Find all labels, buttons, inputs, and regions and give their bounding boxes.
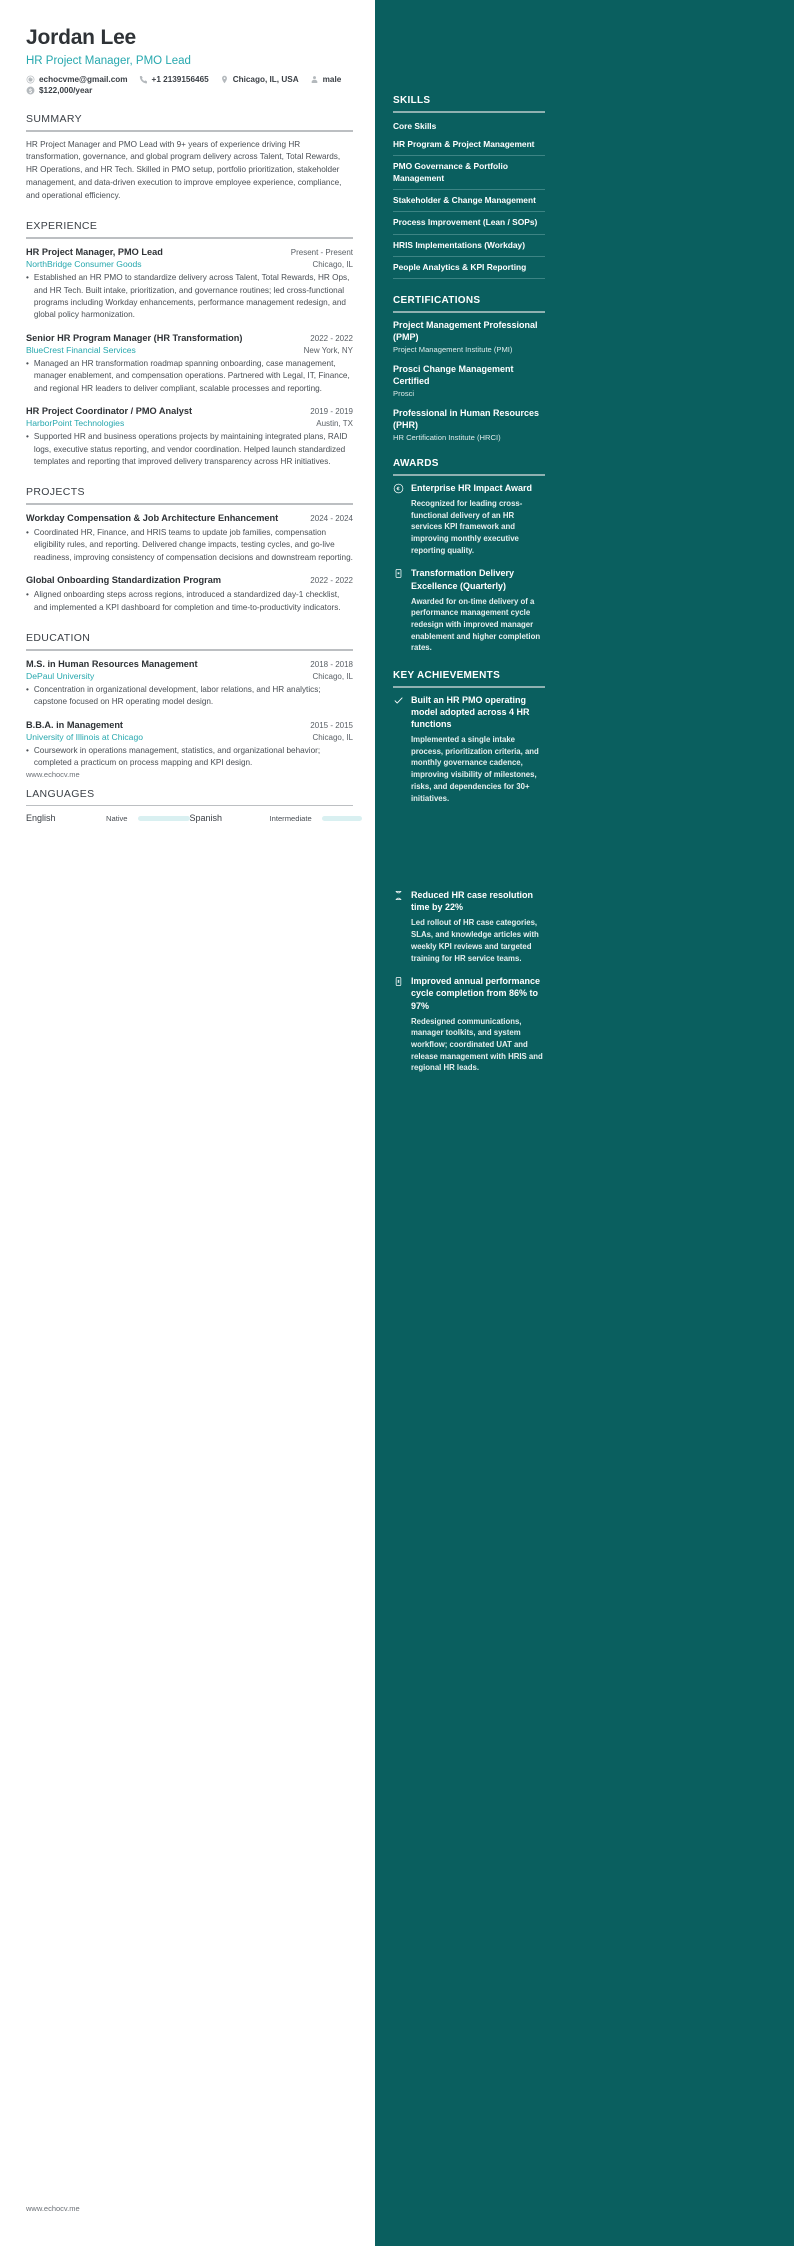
skill-item: Stakeholder & Change Management bbox=[393, 190, 545, 212]
section-summary bbox=[26, 113, 353, 202]
contact-salary[interactable] bbox=[26, 86, 92, 95]
project-entry bbox=[26, 574, 353, 614]
entry-title: Senior HR Program Manager (HR Transformation) bbox=[26, 332, 243, 343]
contact-location[interactable] bbox=[220, 75, 299, 84]
certification-name: Professional in Human Resources (PHR) bbox=[393, 408, 540, 431]
achievement-description: Redesigned communications, manager toolkits, and system workflow; coordinated UAT and release management with HRIS and regional HR leads. bbox=[411, 1016, 543, 1073]
skills-title: SKILLS bbox=[393, 95, 431, 106]
sidebar-section-skills bbox=[393, 95, 545, 279]
award-title: Enterprise HR Impact Award bbox=[411, 482, 533, 493]
entry-dates: Present - Present bbox=[290, 247, 353, 257]
language-item bbox=[190, 813, 354, 823]
entry-organization[interactable]: HarborPoint Technologies bbox=[26, 418, 125, 429]
certifications-divider bbox=[393, 311, 545, 313]
person-icon bbox=[310, 75, 319, 84]
award-item bbox=[393, 482, 545, 557]
summary-divider bbox=[26, 130, 353, 132]
entry-title: M.S. in Human Resources Management bbox=[26, 658, 198, 669]
clock-icon bbox=[393, 890, 404, 901]
entry-location: Chicago, IL bbox=[312, 732, 353, 742]
summary-title: SUMMARY bbox=[26, 113, 82, 125]
language-name: Spanish bbox=[189, 813, 223, 824]
certification-name: Project Management Professional (PMP) bbox=[393, 319, 538, 342]
skills-divider bbox=[393, 111, 545, 113]
salary-icon bbox=[26, 86, 35, 95]
sidebar-section-achievements bbox=[393, 670, 545, 1074]
contact-salary-value: $122,000/year bbox=[39, 86, 93, 95]
education-divider bbox=[26, 649, 353, 651]
certification-name: Prosci Change Management Certified bbox=[393, 363, 514, 386]
entry-bullet bbox=[26, 527, 353, 564]
header bbox=[26, 26, 353, 95]
achievement-title: Improved annual performance cycle completion from 86% to 97% bbox=[411, 976, 541, 1011]
section-education bbox=[26, 632, 353, 770]
entry-dates: 2015 - 2015 bbox=[310, 720, 353, 730]
achievement-description: Led rollout of HR case categories, SLAs, and knowledge articles with weekly KPI reviews and targeted training for HR service teams. bbox=[411, 918, 539, 963]
achievement-item bbox=[393, 694, 545, 805]
bullet-dot: • bbox=[26, 528, 29, 538]
education-entry bbox=[26, 658, 353, 709]
email-icon bbox=[26, 75, 35, 84]
awards-title: AWARDS bbox=[393, 458, 439, 470]
language-level: Native bbox=[106, 813, 128, 823]
skills-group-label: Core Skills bbox=[393, 120, 437, 131]
contact-location-value: Chicago, IL, USA bbox=[232, 75, 299, 84]
entry-title: HR Project Manager, PMO Lead bbox=[26, 246, 163, 257]
entry-dates: 2019 - 2019 bbox=[310, 406, 353, 416]
entry-title: Workday Compensation & Job Architecture Enhancement bbox=[26, 512, 279, 523]
achievements-divider bbox=[393, 686, 545, 688]
entry-location: Austin, TX bbox=[316, 419, 353, 429]
entry-dates: 2022 - 2022 bbox=[310, 333, 353, 343]
contact-row-2 bbox=[26, 86, 353, 95]
entry-dates: 2018 - 2018 bbox=[310, 659, 353, 669]
language-level: Intermediate bbox=[269, 813, 312, 823]
contact-phone-value: +1 2139156465 bbox=[151, 75, 209, 84]
chart-icon bbox=[393, 976, 404, 987]
entry-dates: 2024 - 2024 bbox=[310, 513, 353, 523]
entry-bullet bbox=[26, 589, 353, 614]
entry-dates: 2022 - 2022 bbox=[310, 576, 353, 586]
experience-title: EXPERIENCE bbox=[26, 220, 98, 233]
bullet-dot: • bbox=[26, 590, 29, 600]
check-icon bbox=[393, 695, 404, 706]
contact-email[interactable] bbox=[26, 75, 128, 84]
certification-org: HR Certification Institute (HRCI) bbox=[393, 433, 501, 443]
sidebar-section-awards bbox=[393, 458, 545, 654]
experience-entry bbox=[26, 332, 353, 395]
certificate-icon bbox=[393, 568, 404, 579]
bullet-dot: • bbox=[26, 273, 29, 283]
award-title: Transformation Delivery Excellence (Quarterly) bbox=[411, 568, 515, 591]
contact-gender-value: male bbox=[322, 75, 342, 84]
entry-bullet bbox=[26, 684, 353, 709]
experience-divider bbox=[26, 237, 353, 239]
languages-row bbox=[26, 813, 353, 823]
bullet-text: Managed an HR transformation roadmap spanning onboarding, case management, manager enablement, and compensation operations. Partnered with Legal, IT, Finance, and regional HR leaders to deliver compliant, scalable processes and reporting. bbox=[33, 359, 350, 393]
skill-item: People Analytics & KPI Reporting bbox=[393, 257, 545, 279]
achievements-title: KEY ACHIEVEMENTS bbox=[393, 670, 501, 682]
achievement-title: Reduced HR case resolution time by 22% bbox=[411, 890, 534, 913]
section-experience bbox=[26, 220, 353, 468]
medal-icon bbox=[393, 483, 404, 494]
entry-organization[interactable]: BlueCrest Financial Services bbox=[26, 345, 136, 356]
certification-item bbox=[393, 363, 545, 398]
entry-bullet bbox=[26, 358, 353, 395]
location-icon bbox=[220, 75, 229, 84]
skill-item: HR Program & Project Management bbox=[393, 134, 545, 156]
languages-divider bbox=[26, 805, 353, 807]
entry-bullet bbox=[26, 431, 353, 468]
certification-item bbox=[393, 407, 545, 442]
entry-location: New York, NY bbox=[303, 346, 353, 356]
education-entry bbox=[26, 719, 353, 770]
header-role: HR Project Manager, PMO Lead bbox=[26, 55, 191, 67]
projects-divider bbox=[26, 503, 353, 505]
skill-item: PMO Governance & Portfolio Management bbox=[393, 156, 545, 190]
language-name: English bbox=[26, 813, 56, 824]
experience-entry bbox=[26, 246, 353, 322]
certification-org: Prosci bbox=[393, 389, 415, 399]
bullet-dot: • bbox=[26, 359, 29, 369]
achievement-item bbox=[393, 889, 545, 964]
project-entry bbox=[26, 512, 353, 564]
entry-organization[interactable]: NorthBridge Consumer Goods bbox=[26, 259, 142, 270]
section-languages bbox=[26, 788, 353, 824]
bullet-dot: • bbox=[26, 684, 29, 694]
bullet-text: Concentration in organizational development, labor relations, and HR analytics; capstone focused on HR operating model design. bbox=[33, 684, 321, 707]
certifications-title: CERTIFICATIONS bbox=[393, 295, 481, 306]
entry-location: Chicago, IL bbox=[312, 671, 353, 681]
language-proficiency-bar bbox=[138, 816, 190, 821]
award-description: Recognized for leading cross-functional delivery of an HR services KPI framework and improving monthly executive reporting quality. bbox=[411, 498, 523, 555]
footer-url-bottom[interactable]: www.echocv.me bbox=[26, 2204, 80, 2213]
certification-org: Project Management Institute (PMI) bbox=[393, 344, 513, 354]
summary-text: HR Project Manager and PMO Lead with 9+ years of experience driving HR transformation, governance, and global program delivery across Talent, Total Rewards, HR Operations, and HR Tech. Skilled in PMO setup, portfolio prioritization, stakeholder management, and data-driven execution to improve employee experience, compliance, and operational efficiency. bbox=[26, 139, 342, 200]
bullet-text: Coursework in operations management, statistics, and organizational behavior; completed a practicum on process mapping and KPI design. bbox=[33, 745, 321, 768]
footer-url-top[interactable]: www.echocv.me bbox=[26, 770, 80, 779]
projects-title: PROJECTS bbox=[26, 486, 85, 499]
phone-icon bbox=[139, 75, 148, 84]
education-title: EDUCATION bbox=[26, 632, 91, 645]
award-description: Awarded for on-time delivery of a performance management cycle redesign with improved manager enablement and higher completion rates. bbox=[411, 596, 541, 653]
bullet-text: Supported HR and business operations projects by maintaining integrated plans, RAID logs, executive status reporting, and vendor coordination. Helped launch standardized templates and reporting that improved delivery transparency across HR initiatives. bbox=[33, 432, 348, 466]
sidebar-section-certifications bbox=[393, 295, 545, 442]
bullet-text: Established an HR PMO to standardize delivery across Talent, Total Rewards, HR Ops, and HR Tech. Built intake, prioritization, and governance routines; led cross-functional programs including Workday enhancements, performance management redesign, and global policy harmonization. bbox=[33, 273, 350, 320]
achievement-title: Built an HR PMO operating model adopted across 4 HR functions bbox=[411, 694, 530, 729]
entry-title: Global Onboarding Standardization Program bbox=[26, 575, 221, 586]
contact-gender[interactable] bbox=[310, 75, 342, 84]
certification-item bbox=[393, 319, 545, 354]
entry-title: B.B.A. in Management bbox=[26, 719, 123, 730]
entry-location: Chicago, IL bbox=[312, 260, 353, 270]
language-proficiency-bar bbox=[322, 816, 362, 821]
awards-divider bbox=[393, 474, 545, 476]
main-column bbox=[0, 0, 375, 2246]
achievement-item bbox=[393, 975, 545, 1074]
bullet-dot: • bbox=[26, 745, 29, 755]
award-item bbox=[393, 567, 545, 654]
achievement-description: Implemented a single intake process, prioritization criteria, and monthly governance cadence, improving visibility of milestones, risks, and dependencies for 30+ initiatives. bbox=[411, 735, 539, 803]
contact-phone[interactable] bbox=[139, 75, 209, 84]
bullet-dot: • bbox=[26, 432, 29, 442]
page-title: Jordan Lee bbox=[26, 26, 137, 49]
language-item bbox=[26, 813, 190, 823]
section-projects bbox=[26, 486, 353, 614]
contact-email-value: echocvme@gmail.com bbox=[39, 75, 128, 84]
languages-title: LANGUAGES bbox=[26, 787, 95, 800]
contact-row-1 bbox=[26, 75, 353, 84]
entry-title: HR Project Coordinator / PMO Analyst bbox=[26, 405, 193, 416]
skill-item: HRIS Implementations (Workday) bbox=[393, 235, 545, 257]
entry-organization[interactable]: DePaul University bbox=[26, 670, 95, 681]
skill-item: Process Improvement (Lean / SOPs) bbox=[393, 212, 545, 234]
sidebar bbox=[375, 0, 794, 2246]
bullet-text: Aligned onboarding steps across regions, introduced a standardized day-1 checklist, and implemented a KPI dashboard for completion and time-to-productivity indicators. bbox=[33, 590, 341, 612]
sidebar-spacer bbox=[393, 815, 545, 889]
entry-organization[interactable]: University of Illinois at Chicago bbox=[26, 731, 144, 742]
bullet-text: Coordinated HR, Finance, and HRIS teams to update job families, compensation eligibility rules, and reporting. Delivered change impacts, testing cycles, and go-live readiness, improving consistency of compensation decisions and downstream reporting. bbox=[33, 528, 353, 562]
entry-bullet bbox=[26, 272, 353, 321]
entry-bullet bbox=[26, 745, 353, 770]
experience-entry bbox=[26, 405, 353, 468]
